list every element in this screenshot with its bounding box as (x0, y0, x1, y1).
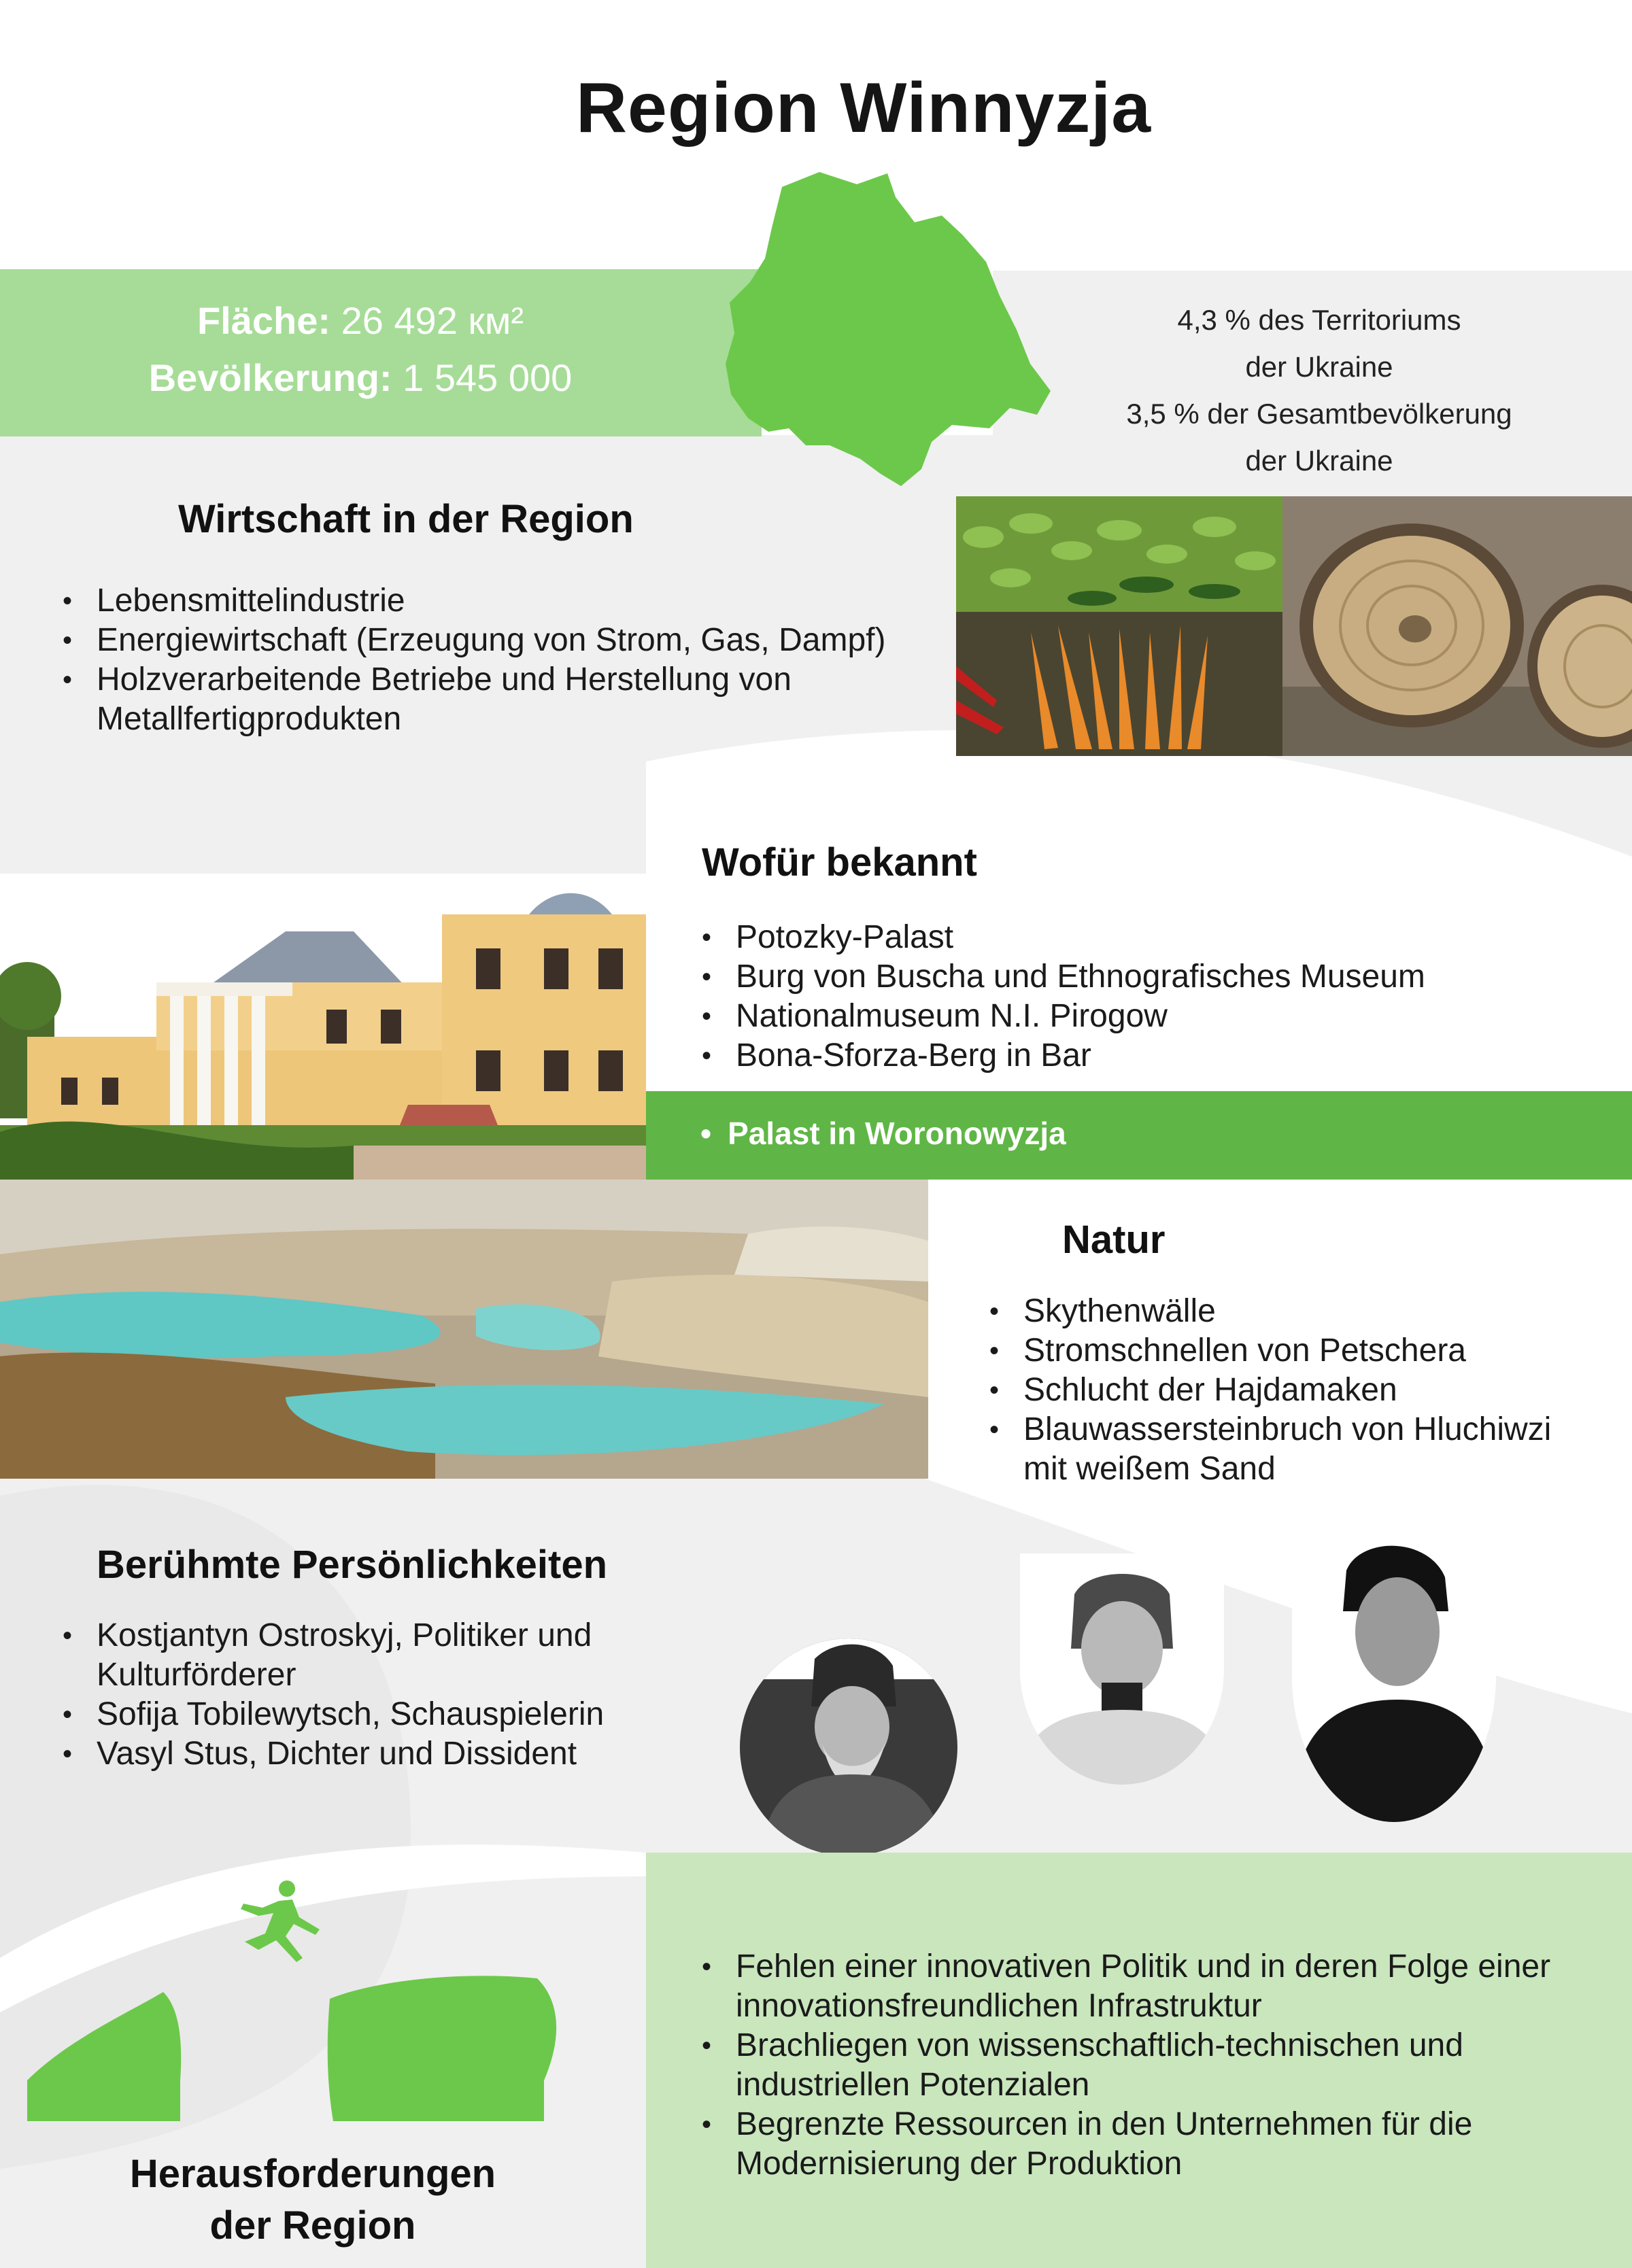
list-item: • Holzverarbeitende Betriebe und Herstellung von Metallfertigprodukten (63, 660, 926, 739)
list-item: • Energiewirtschaft (Erzeugung von Strom, Gas, Dampf) (63, 621, 926, 660)
nature-list (989, 1292, 1588, 1489)
economy-list (63, 581, 926, 739)
shares-block (1047, 296, 1591, 484)
population-value: 1 545 000 (403, 356, 573, 399)
economy-heading: Wirtschaft in der Region (178, 497, 634, 541)
list-item: • Vasyl Stus, Dichter und Dissident (63, 1734, 709, 1774)
people-heading: Berühmte Persönlichkeiten (97, 1543, 607, 1587)
area-label: Fläche: (197, 299, 330, 342)
list-item: • Begrenzte Ressourcen in den Unternehmen für die Modernisierung der Produktion (702, 2105, 1606, 2184)
population-share-line2: der Ukraine (1245, 445, 1393, 477)
population-label: Bevölkerung: (148, 356, 392, 399)
list-item: • Burg von Buscha und Ethnografisches Museum (702, 957, 1606, 997)
challenges-list (702, 1947, 1606, 2184)
known-for-heading: Wofür bekannt (702, 840, 977, 884)
jumper-icon (231, 1876, 326, 1965)
list-item: • Lebensmittelindustrie (63, 581, 926, 621)
stats-block (0, 292, 721, 407)
list-item: • Skythenwälle (989, 1292, 1588, 1331)
list-item: • Sofija Tobilewytsch, Schauspielerin (63, 1695, 709, 1734)
list-item: • Fehlen einer innovativen Politik und in deren Folge einer innovationsfreundlichen Infrastruktur (702, 1947, 1606, 2026)
quarry-photo (0, 1180, 928, 1479)
portrait-tobilewytsch (1020, 1553, 1224, 1785)
list-item: • Bona-Sforza-Berg in Bar (702, 1036, 1606, 1076)
people-list (63, 1616, 709, 1774)
list-item: • Stromschnellen von Petschera (989, 1331, 1588, 1371)
challenges-heading (41, 2148, 585, 2252)
vegetables-photo (956, 496, 1282, 756)
nature-heading: Natur (1062, 1218, 1166, 1262)
page-title: Region Winnyzja (575, 69, 1152, 148)
challenges-heading-line2: der Region (209, 2203, 416, 2248)
population-share-line1: 3,5 % der Gesamtbevölkerung (1126, 398, 1512, 430)
territory-share-line2: der Ukraine (1245, 351, 1393, 383)
list-item: • Schlucht der Hajdamaken (989, 1371, 1588, 1410)
list-item: • Potozky-Palast (702, 918, 1606, 957)
portrait-ostroskyj (740, 1638, 957, 1856)
area-value: 26 492 км² (341, 299, 524, 342)
portrait-stus (1292, 1530, 1496, 1822)
challenges-illustration (27, 1876, 653, 2121)
highlight-item: • Palast in Woronowyzja (700, 1115, 1066, 1152)
list-item: • Blauwassersteinbruch von Hluchiwzi mit weißem Sand (989, 1410, 1588, 1489)
challenges-heading-line1: Herausforderungen (129, 2152, 496, 2196)
palace-photo (0, 874, 646, 1180)
list-item: • Brachliegen von wissenschaftlich-technischen und industriellen Potenzialen (702, 2026, 1606, 2105)
wood-photo (1282, 496, 1632, 756)
territory-share-line1: 4,3 % des Territoriums (1177, 304, 1461, 336)
known-for-list (702, 918, 1606, 1076)
region-map-icon (717, 160, 1057, 500)
list-item: • Kostjantyn Ostroskyj, Politiker und Kulturförderer (63, 1616, 709, 1695)
list-item: • Nationalmuseum N.I. Pirogow (702, 997, 1606, 1036)
